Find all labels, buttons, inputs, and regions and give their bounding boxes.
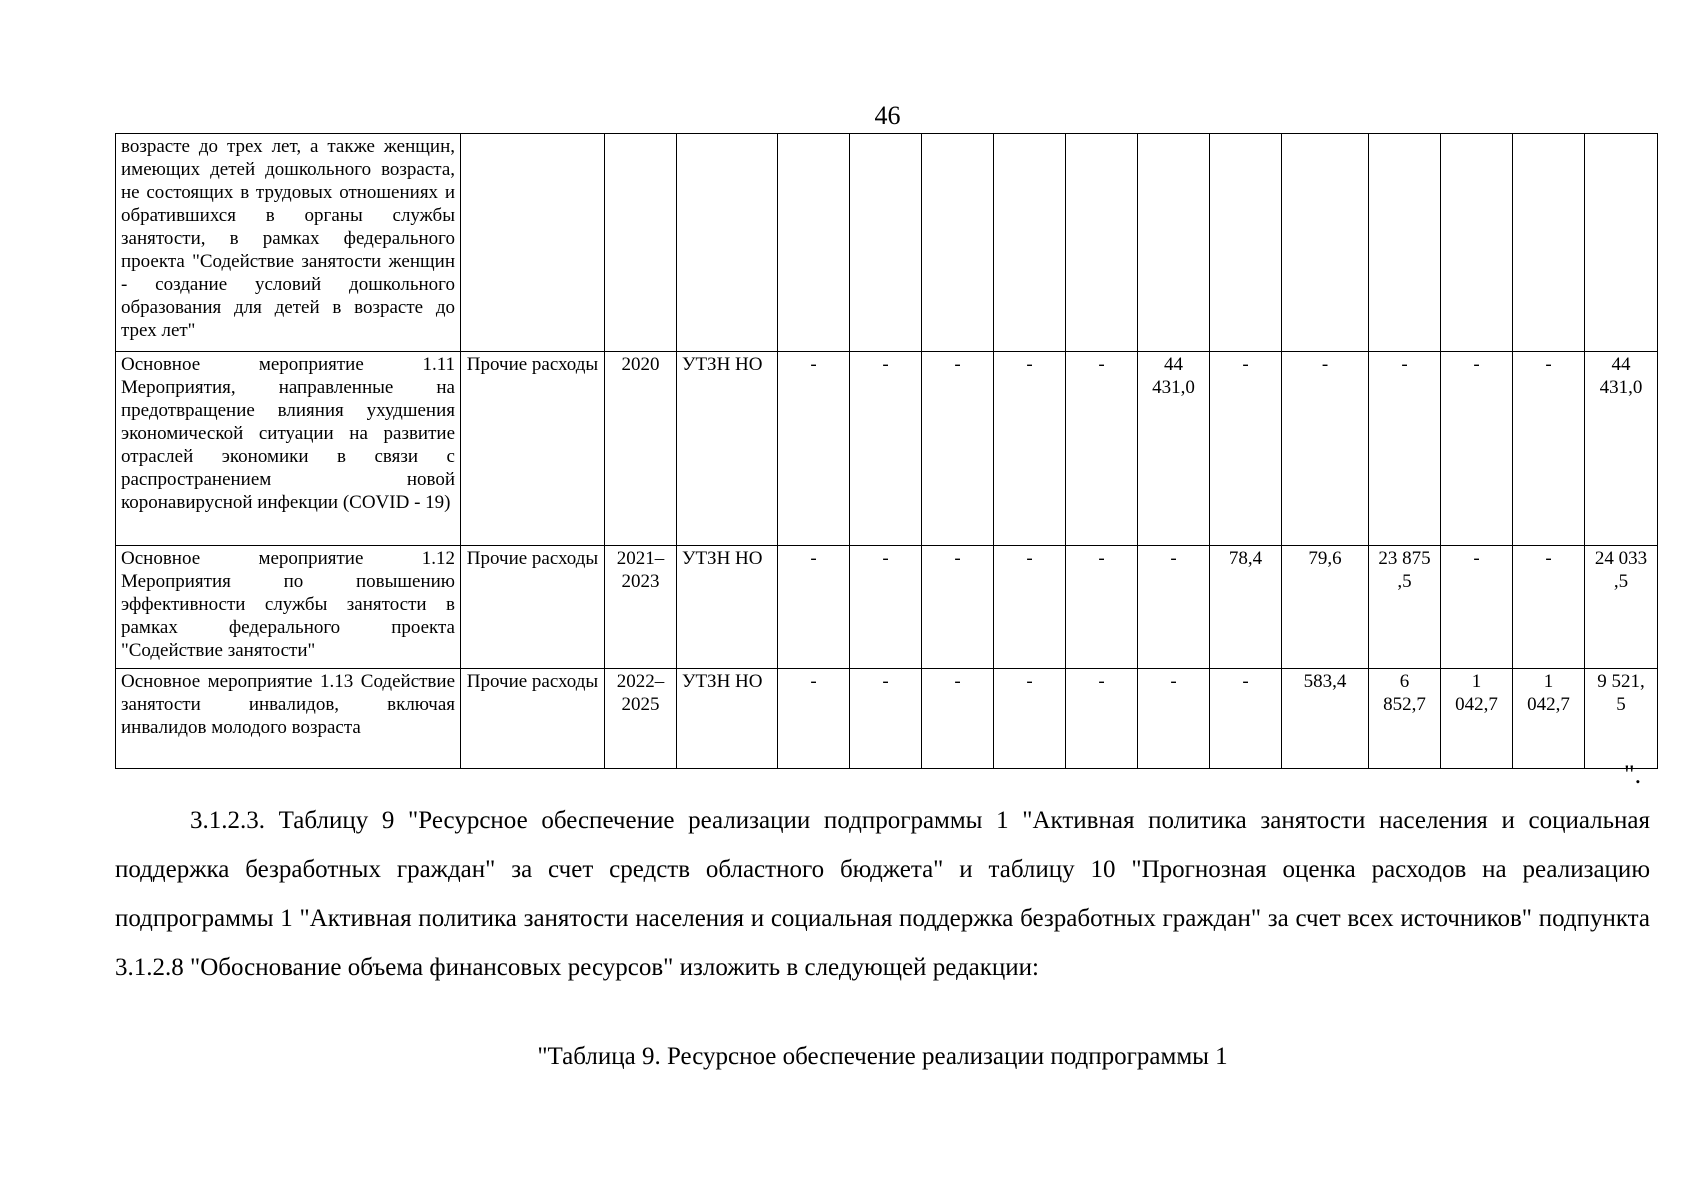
year-value: 1 042,7 — [1441, 669, 1513, 769]
year-value: - — [994, 669, 1066, 769]
year-value: - — [1066, 546, 1138, 669]
year-value: - — [1441, 352, 1513, 546]
table-caption: "Таблица 9. Ресурсное обеспечение реализации подпрограммы 1 — [537, 1043, 1228, 1070]
year-cell — [1282, 134, 1369, 352]
year-value: - — [922, 352, 994, 546]
year-value: 78,4 — [1210, 546, 1282, 669]
total-value: 9 521, 5 — [1585, 669, 1658, 769]
measure-description: Основное мероприятие 1.12 Мероприятия по повышению эффективности службы занятости в рамках федерального проекта "Содействие занятости" — [116, 546, 461, 669]
total-value: 24 033 ,5 — [1585, 546, 1658, 669]
table-row — [116, 669, 1658, 769]
measure-description: возрасте до трех лет, а также женщин, имеющих детей дошкольного возраста, не состоящих в трудовых отношениях и обратившихся в органы службы занятости, в рамках федерального проекта "Содействие занятости женщин - создание условий дошкольного образования для детей в возрасте до трех лет" — [116, 134, 461, 352]
amendment-paragraph: 3.1.2.3. Таблицу 9 "Ресурсное обеспечение реализации подпрограммы 1 "Активная политика занятости населения и социальная поддержка безработных граждан" за счет средств областного бюджета" и таблицу 10 "Прогнозная оценка расходов на реализацию подпрограммы 1 "Активная политика занятости населения и социальная поддержка безработных граждан" за счет всех источников" подпункта 3.1.2.8 "Обоснование объема финансовых ресурсов" изложить в следующей редакции: — [115, 807, 1650, 981]
year-value: 44 431,0 — [1138, 352, 1210, 546]
year-value: - — [850, 352, 922, 546]
expense-type: Прочие расходы — [461, 352, 605, 546]
executor: УТЗН НО — [677, 669, 778, 769]
table-row — [116, 352, 1658, 546]
total-cell — [1585, 134, 1658, 352]
table-row — [116, 546, 1658, 669]
year-value: - — [1513, 546, 1585, 669]
measure-description: Основное мероприятие 1.11 Мероприятия, направленные на предотвращение влияния ухудшения экономической ситуации на развитие отраслей экономики в связи с распространением новой коронавирусной инфекции (COVID - 19) — [116, 352, 461, 546]
executor — [677, 134, 778, 352]
year-value: - — [850, 669, 922, 769]
year-value: 23 875 ,5 — [1369, 546, 1441, 669]
year-cell — [1441, 134, 1513, 352]
year-value: - — [922, 546, 994, 669]
year-value: - — [1066, 669, 1138, 769]
year-value: 79,6 — [1282, 546, 1369, 669]
year-value: - — [1138, 546, 1210, 669]
year-cell — [1066, 134, 1138, 352]
measure-description: Основное мероприятие 1.13 Содействие занятости инвалидов, включая инвалидов молодого возраста — [116, 669, 461, 769]
year-value: - — [994, 546, 1066, 669]
year-value: - — [1513, 352, 1585, 546]
year-value: - — [922, 669, 994, 769]
year-cell — [1513, 134, 1585, 352]
year-value: - — [1066, 352, 1138, 546]
resource-table — [115, 133, 1658, 769]
year-cell — [1138, 134, 1210, 352]
period: 2022– 2025 — [605, 669, 677, 769]
period — [605, 134, 677, 352]
expense-type: Прочие расходы — [461, 669, 605, 769]
page-number: 46 — [874, 101, 901, 130]
year-value: - — [994, 352, 1066, 546]
period: 2020 — [605, 352, 677, 546]
expense-type: Прочие расходы — [461, 546, 605, 669]
executor: УТЗН НО — [677, 352, 778, 546]
year-value: - — [1282, 352, 1369, 546]
year-value: - — [1441, 546, 1513, 669]
year-value: - — [850, 546, 922, 669]
year-cell — [922, 134, 994, 352]
executor: УТЗН НО — [677, 546, 778, 669]
year-value: - — [1210, 352, 1282, 546]
year-cell — [850, 134, 922, 352]
year-value: - — [1210, 669, 1282, 769]
year-value: - — [778, 546, 850, 669]
year-value: 583,4 — [1282, 669, 1369, 769]
year-value: 1 042,7 — [1513, 669, 1585, 769]
total-value: 44 431,0 — [1585, 352, 1658, 546]
period: 2021– 2023 — [605, 546, 677, 669]
table-row — [116, 134, 1658, 352]
year-cell — [1210, 134, 1282, 352]
year-cell — [1369, 134, 1441, 352]
year-value: - — [778, 669, 850, 769]
year-cell — [778, 134, 850, 352]
year-value: - — [1369, 352, 1441, 546]
year-value: 6 852,7 — [1369, 669, 1441, 769]
closing-quote: ". — [1624, 760, 1642, 789]
expense-type — [461, 134, 605, 352]
year-value: - — [778, 352, 850, 546]
year-cell — [994, 134, 1066, 352]
year-value: - — [1138, 669, 1210, 769]
